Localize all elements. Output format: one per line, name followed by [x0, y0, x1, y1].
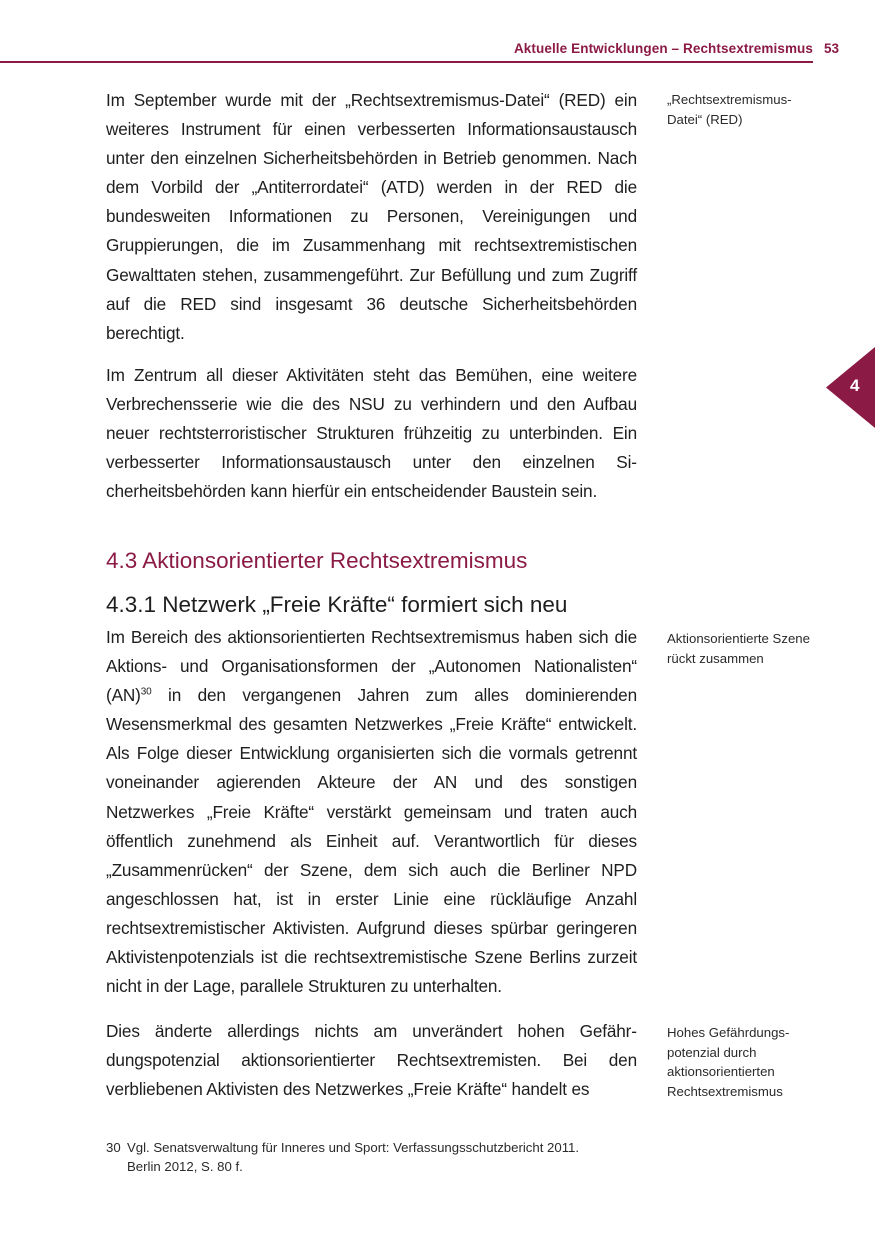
main-text-block-intro-1	[106, 86, 637, 348]
section-heading: 4.3 Aktionsorientierter Rechtsextremismus	[106, 548, 528, 573]
running-header	[0, 38, 875, 68]
footnote-line: Berlin 2012, S. 80 f.	[127, 1158, 243, 1174]
paragraph-text-part-1: Im Bereich des aktionsorientierten Rechtsextremismus haben sich die Aktions- und Organisationsformen der „Autonomen Nationalisten“ (AN)	[106, 627, 637, 706]
margin-note-scene	[667, 629, 857, 668]
margin-note-red	[667, 90, 857, 129]
page-number: 53	[824, 41, 840, 56]
margin-note-line: „Rechtsextremismus-	[667, 92, 792, 107]
chapter-tab-marker	[826, 347, 875, 428]
margin-note-line: rückt zusammen	[667, 650, 764, 666]
margin-note-line: Aktionsorientierte Szene	[667, 631, 810, 646]
margin-note-line: Hohes Gefährdungs-	[667, 1025, 790, 1040]
main-text-block-body-1	[106, 623, 637, 1001]
main-text-block-intro-2	[106, 361, 637, 506]
margin-note-line: Datei“ (RED)	[667, 111, 743, 127]
header-rule-divider	[0, 61, 813, 63]
paragraph-red-database: Im September wurde mit der „Rechtsextremismus-Datei“ (RED) ein weiteres Instrument für einen verbesserten Informationsaustausch unter den einzelnen Sicherheitsbehörden in Betrieb genommen. Nach dem Vorbild der „Antiterrordatei“ (ATD) werden in der RED die bundesweiten Informationen zu Personen, Vereinigungen und Gruppierungen, die im Zusammenhang mit rechtsextremistischen Gewalttaten stehen, zusammengeführt. Zur Befüllung und zum Zugriff auf die RED sind insgesamt 36 deutsche Sicherheitsbehörden berechtigt.	[106, 90, 637, 343]
paragraph-freie-kraefte	[106, 623, 637, 1001]
chapter-tab-label: 4	[850, 376, 860, 395]
margin-note-line: potenzial durch	[667, 1044, 757, 1060]
margin-note-threat	[667, 1023, 857, 1101]
footnote-reference[interactable]: 30	[140, 686, 152, 698]
paragraph-text-part-2: in den vergangenen Jahren zum alles dominierenden Wesensmerkmal des gesamten Netzwerkes „Freie Kräfte“ entwickelt. Als Folge dieser Entwicklung organisierten sich die vormals getrennt voneinander agierenden Akteure der AN und des sonstigen Netzwerkes „Freie Kräfte“ verstärkt gemeinsam und traten auch öffentlich zunehmend als Einheit auf. Verantwortlich für dieses „Zusammenrücken“ der Szene, dem sich auch die Berliner NPD angeschlossen hat, ist in erster Linie eine rückläufige Anzahl rechtsextremistischer Aktivisten. Aufgrund dieses spürbar geringeren Aktivistenpotenzials ist die rechtsextremistische Szene Berlins zurzeit nicht in der Lage, parallele Strukturen zu unterhalten.	[106, 685, 637, 997]
margin-note-line: aktionsorientierten	[667, 1064, 775, 1079]
margin-note-line: Rechtsextremismus	[667, 1083, 783, 1099]
footnote	[106, 1139, 666, 1176]
paragraph-nsu-prevention: Im Zentrum all dieser Aktivitäten steht das Bemühen, eine weitere Verbrechensserie wie die des NSU zu verhindern und den Aufbau neuer rechtsterroristischer Strukturen frühzeitig zu unterbinden. Ein verbesserter Informationsaustausch unter den einzelnen Sicherheitsbehörden kann hierfür ein entscheidender Baustein sein.	[106, 365, 637, 502]
paragraph-threat-potential: Dies änderte allerdings nichts am unverändert hohen Gefährdungspotenzial aktionsorientierter Rechtsextremisten. Bei den verbliebenen Aktivisten des Netzwerkes „Freie Kräfte“ handelt es	[106, 1021, 637, 1100]
main-text-block-body-2	[106, 1017, 637, 1104]
footnote-number: 30	[106, 1140, 121, 1155]
footnote-line: Vgl. Senatsverwaltung für Inneres und Sport: Verfassungsschutzbericht 2011.	[127, 1140, 580, 1155]
running-header-title: Aktuelle Entwicklungen – Rechtsextremismus	[513, 41, 813, 56]
footnote-text	[127, 1139, 666, 1176]
subsection-heading: 4.3.1 Netzwerk „Freie Kräfte“ formiert sich neu	[106, 592, 568, 617]
